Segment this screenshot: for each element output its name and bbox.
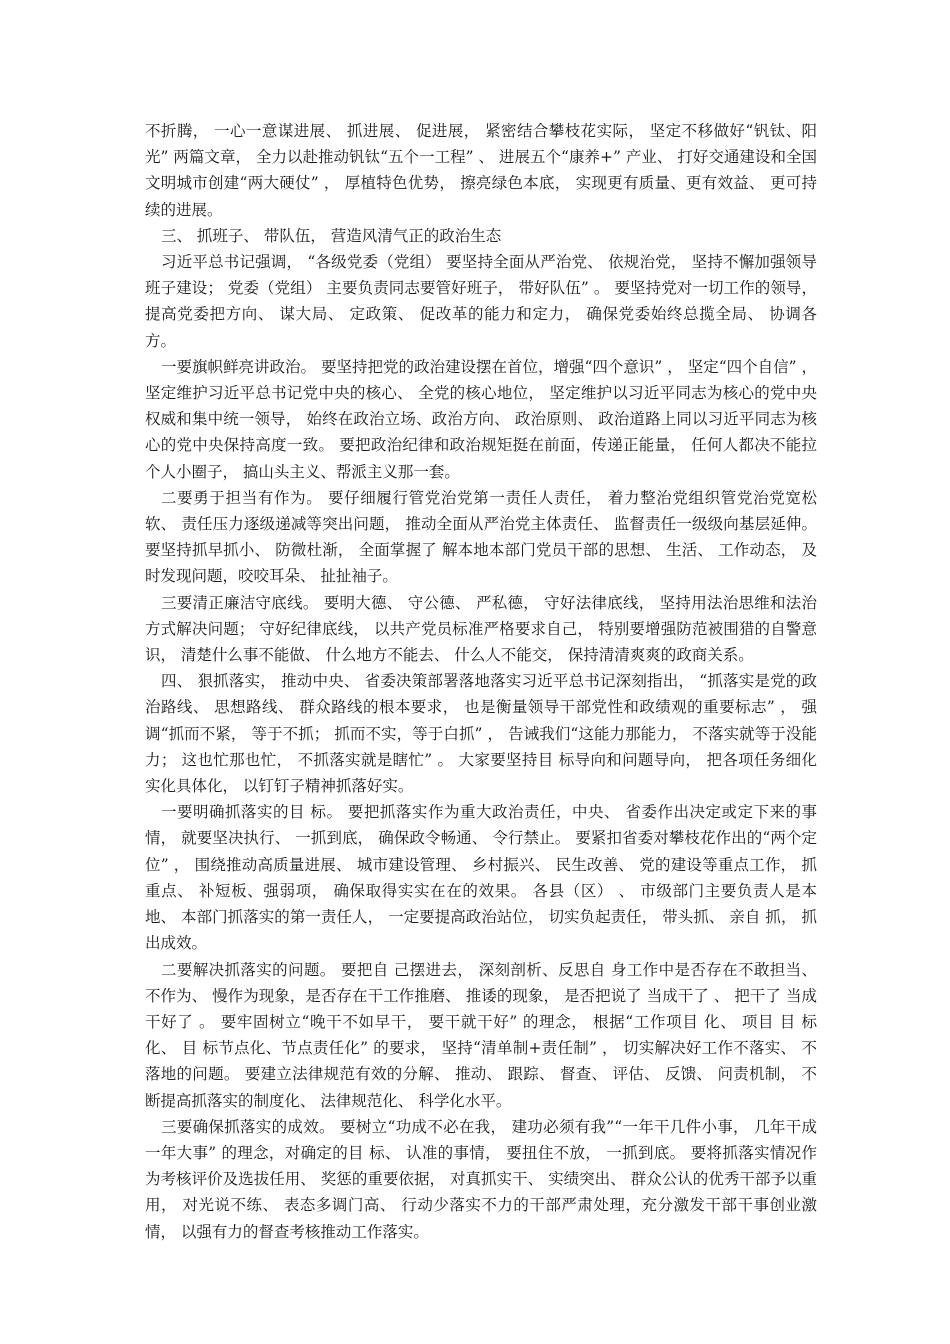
paragraph-implementation-goals: 一要明确抓落实的目 标。 要把抓落实作为重大政治责任，中央、 省委作出决定或定下来的事情， 就要坚决执行、 一抓到底， 确保政令畅通、 令行禁止。 要紧扣省委对攀枝花作出的“两个定位” ， 围绕推动高质量进展、 城市建设管理、 乡村振兴、 民生改善、 党的建设等重点工作， 抓重点、 补短板、强弱项， 确保取得实实在在的效果。 各县（区） 、 市级部门主要负责人是本地、 本部门抓落实的第一责任人， 一定要提高政治站位， 切实负起责任， 带头抓、 亲自 抓， 抓出成效。 [145, 803, 817, 953]
paragraph-integrity: 三要清正廉洁守底线。 要明大德、 守公德、 严私德， 守好法律底线， 坚持用法治思维和法治方式解决问题； 守好纪律底线， 以共产党员标准严格要求自己， 特别要增强防范被围猎的自警意识， 清楚什么事不能做、 什么地方不能去、 什么人不能交， 保持清清爽爽的政商关系。 [145, 593, 817, 665]
section-heading-four-paragraph: 四、 狠抓落实， 推动中央、 省委决策部署落地落实习近平总书记深刻指出， “抓落实是党的政治路线、 思想路线、 群众路线的根本要求， 也是衡量领导干部党性和政绩观的重要标志” ， 强调“抓而不紧， 等于不抓； 抓而不实，等于白抓” ， 告诫我们“这能力那能力， 不落实就等于没能力； 这也忙那也忙， 不抓落实就是瞎忙” 。 大家要坚持目 标导向和问题导向， 把各项任务细化实化具体化， 以钉钉子精神抓落好实。 [145, 672, 817, 796]
paragraph-politics: 一要旗帜鲜亮讲政治。 要坚持把党的政治建设摆在首位，增强“四个意识” ， 坚定“四个自信” ， 坚定维护习近平总书记党中央的核心、 全党的核心地位， 坚定维护以习近平同志为核心的党中央权威和集中统一领导， 始终在政治立场、政治方向、 政治原则、 政治道路上同以习近平同志为核心的党中央保持高度一致。 要把政治纪律和政治规矩挺在前面，传递正能量， 任何人都决不能拉个人小圈子， 搞山头主义、帮派主义那一套。 [145, 357, 822, 481]
paragraph-responsibility: 二要勇于担当有作为。 要仔细履行管党治党第一责任人责任， 着力整治党组织管党治党宽松软、 责任压力逐级递减等突出问题， 推动全面从严治党主体责任、 监督责任一级级向基层延伸。 要坚持抓早抓小、 防微杜渐， 全面掌握了 解本地本部门党员干部的思想、 生活、 工作动态， 及时发现问题，咬咬耳朵、 扯扯袖子。 [145, 488, 822, 586]
paragraph-quote-leadership: 习近平总书记强调， “各级党委（党组） 要坚持全面从严治党、 依规治党， 坚持不懈加强领导班子建设； 党委（党组） 主要负责同志要管好班子， 带好队伍” 。 要坚持党对一切工作的领导， 提高党委把方向、 谋大局、 定政策、 促改革的能力和定力， 确保党委始终总揽全局、 协调各方。 [145, 253, 822, 350]
document-body [145, 118, 822, 1245]
paragraph-implementation-results: 三要确保抓落实的成效。 要树立“功成不必在我， 建功必须有我”“一年干几件小事， 几年干成一年大事” 的理念，对确定的目 标、 认准的事情， 要扭住不放， 一抓到底。 要将抓落实情况作为考核评价及选拔任用、 奖惩的重要依据， 对真抓实干、 实绩突出、 群众公认的优秀干部予以重用， 对光说不练、 表态多调门高、 行动少落实不力的干部严肃处理，充分激发干部干事创业激情， 以强有力的督查考核推动工作落实。 [145, 1117, 817, 1241]
paragraph-continuation: 不折腾， 一心一意谋进展、 抓进展、 促进展， 紧密结合攀枝花实际， 坚定不移做好“钒钛、阳光” 两篇文章， 全力以赴推动钒钛“五个一工程” 、 进展五个“康养+” 产业、 打好交通建设和全国文明城市创建“两大硬仗” ， 厚植特色优势， 擦亮绿色本底， 实现更有质量、更有效益、 更可持续的进展。 [145, 122, 817, 219]
paragraph-implementation-problems: 二要解决抓落实的问题。 要把自 己摆进去， 深刻剖析、反思自 身工作中是否存在不敢担当、 不作为、 慢作为现象，是否存在干工作推磨、 推诿的现象， 是否把说了 当成干了 、 把干了 当成干好了 。 要牢固树立“晚干不如早干， 要干就干好” 的理念， 根据“工作项目 化、 项目 目 标化、 目 标节点化、节点责任化” 的要求， 坚持“清单制+责任制” ， 切实解决好工作不落实、 不落地的问题。 要建立法律规范有效的分解、 推动、 跟踪、 督查、 评估、 反馈、 问责机制， 不断提高抓落实的制度化、 法律规范化、 科学化水平。 [145, 960, 822, 1110]
section-heading-three: 三、 抓班子、 带队伍， 营造风清气正的政治生态 [161, 226, 502, 245]
